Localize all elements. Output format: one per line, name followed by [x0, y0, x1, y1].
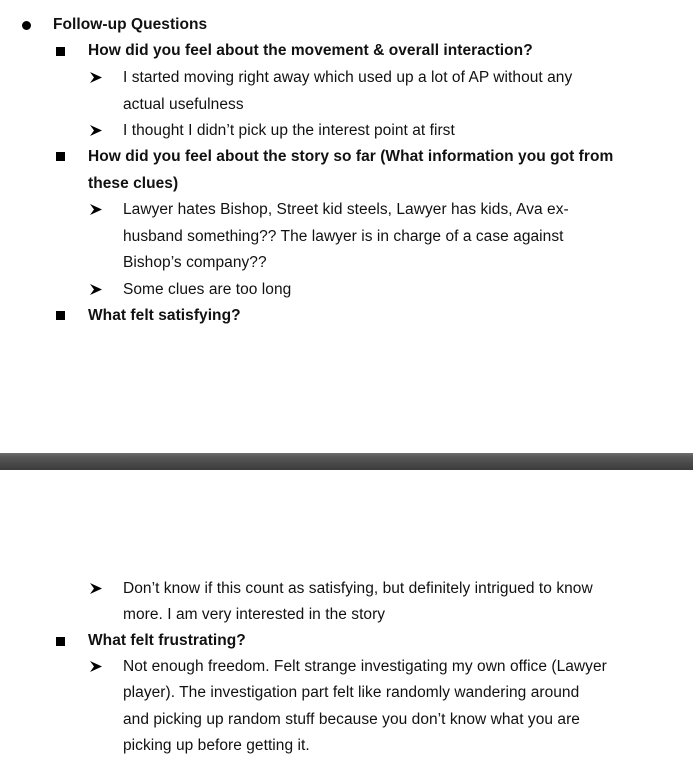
- question-story-title: these clues): [88, 175, 179, 192]
- question-satisfying-title: What felt satisfying?: [88, 307, 241, 324]
- answer-text: husband something?? The lawyer is in charge of a case against: [123, 228, 564, 245]
- document-page-bottom: [0, 470, 693, 763]
- square-bullet-icon: [56, 47, 65, 56]
- section-heading: Follow-up Questions: [53, 16, 208, 33]
- page-break-divider: [0, 453, 693, 470]
- answer-text: player). The investigation part felt like randomly wandering around: [123, 684, 580, 701]
- arrow-bullet-icon: [90, 284, 102, 295]
- square-bullet-icon: [56, 311, 65, 320]
- square-bullet-icon: [56, 637, 65, 646]
- question-story-title: How did you feel about the story so far (What information you got from: [88, 148, 614, 165]
- answer-text: Some clues are too long: [123, 281, 292, 298]
- answer-text: I thought I didn’t pick up the interest point at first: [123, 122, 455, 139]
- arrow-bullet-icon: [90, 661, 102, 672]
- arrow-bullet-icon: [90, 72, 102, 83]
- question-frustrating-title: What felt frustrating?: [88, 632, 246, 649]
- round-bullet-icon: [22, 21, 31, 30]
- answer-text: actual usefulness: [123, 96, 244, 113]
- square-bullet-icon: [56, 152, 65, 161]
- answer-text: picking up before getting it.: [123, 737, 310, 754]
- arrow-bullet-icon: [90, 125, 102, 136]
- answer-text: more. I am very interested in the story: [123, 606, 386, 623]
- answer-text: Don’t know if this count as satisfying, but definitely intrigued to know: [123, 580, 593, 597]
- answer-text: I started moving right away which used up a lot of AP without any: [123, 69, 573, 86]
- answer-text: Not enough freedom. Felt strange investigating my own office (Lawyer: [123, 658, 607, 675]
- arrow-bullet-icon: [90, 204, 102, 215]
- answer-text: Lawyer hates Bishop, Street kid steels, Lawyer has kids, Ava ex-: [123, 201, 569, 218]
- arrow-bullet-icon: [90, 583, 102, 594]
- answer-text: and picking up random stuff because you don’t know what you are: [123, 711, 580, 728]
- question-movement-title: How did you feel about the movement & overall interaction?: [88, 42, 533, 59]
- answer-text: Bishop’s company??: [123, 254, 267, 271]
